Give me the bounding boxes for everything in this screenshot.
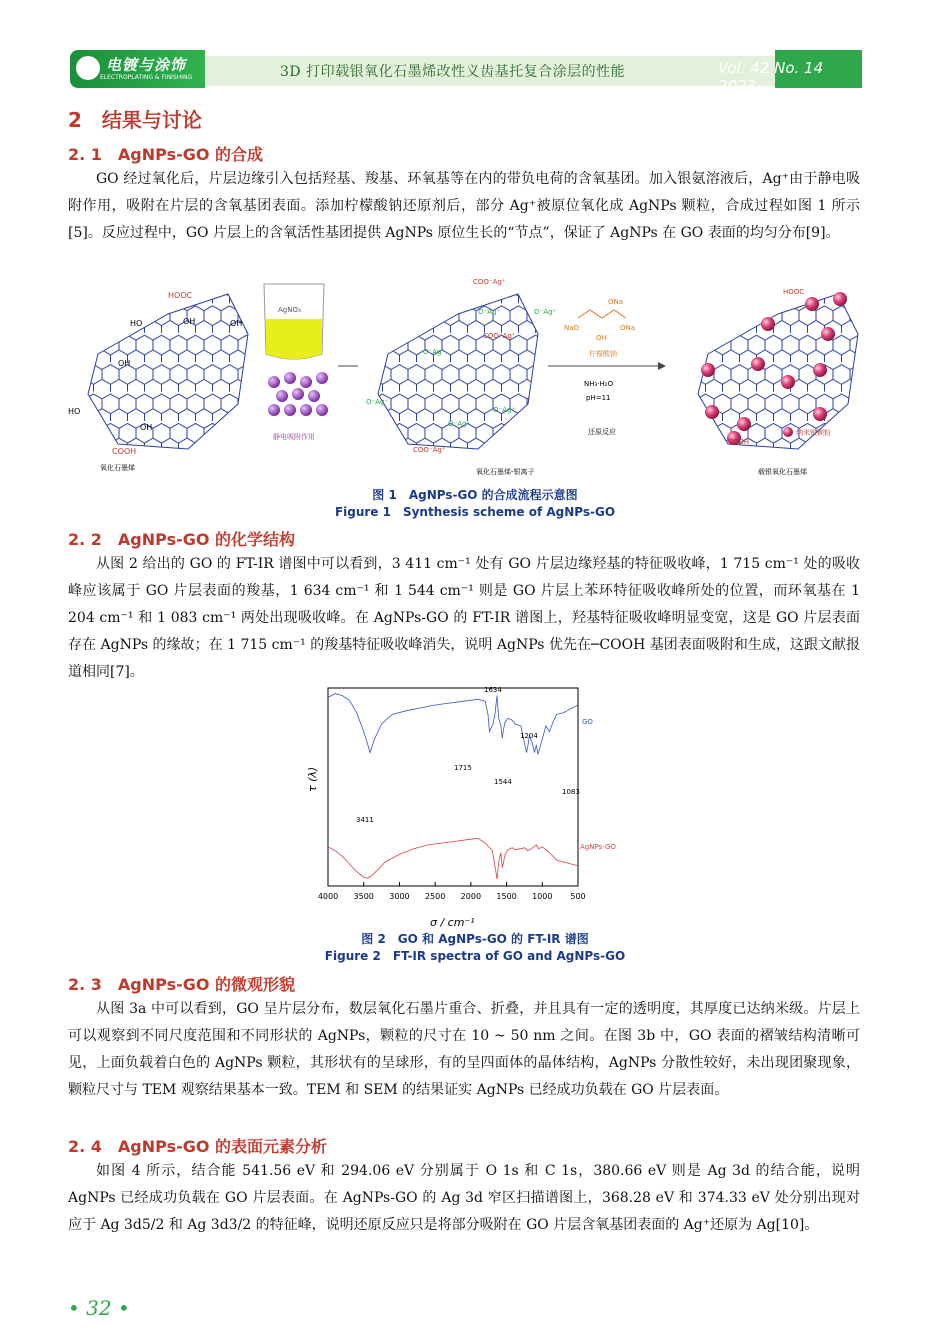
series-go-line [328, 694, 578, 755]
label-go-ag: 氧化石墨烯-银离子 [476, 468, 535, 476]
label-agnps-go: 载银氧化石墨烯 [758, 468, 807, 476]
go-ag-sheet [366, 278, 556, 476]
subsection-2-2-text: 从图 2 给出的 GO 的 FT-IR 谱图中可以看到，3 411 cm⁻¹ 处有 GO 片层边缘羟基的特征吸收峰，1 715 cm⁻¹ 处的吸收峰应该属于 GO 片层表面的羧基，1 634 cm⁻¹ 和 1 544 cm⁻¹ 则是 GO 片层上苯环特征吸收峰所处的位置，而环氧基在 1 204 cm⁻¹ 和 1 083 cm⁻¹ 两处出现吸收峰。在 AgNPs-GO 的 FT-IR 谱图上，羟基特征吸收峰明显变宽，这是 GO 片层表面存在 AgNPs 的缘故；在 1 715 cm⁻¹ 的羧基特征吸收峰消失，说明 AgNPs 优先在─COOH 基团表面吸附和生成，这跟文献报道相同[7]。 [68, 556, 860, 680]
series-agnps-go-line [328, 838, 578, 879]
group-cooh: COOH [112, 447, 137, 456]
group-ho: HO [130, 319, 143, 328]
citrate-oh: OH [596, 334, 607, 342]
running-title: 3D 打印载银氧化石墨烯改性义齿基托复合涂层的性能 [280, 64, 626, 80]
condition-ph: pH=11 [586, 394, 611, 402]
nano-ag-legend-ball [783, 427, 793, 437]
citrate-structure [564, 298, 635, 358]
figure-2-caption-en: Figure 2 FT-IR spectra of GO and AgNPs-GO [324, 949, 626, 963]
group-ho: HO [68, 407, 81, 416]
logo-text: 电镀与涂饰 [106, 56, 187, 74]
x-tick-label: 2000 [460, 892, 482, 901]
subsection-2-3-heading: 2. 3 AgNPs-GO 的微观形貌 [68, 975, 296, 994]
subsection-2-1-text: GO 经过氧化后，片层边缘引入包括羟基、羧基、环氧基等在内的带负电荷的含氧基团。加入银氨溶液后，Ag⁺由于静电吸附作用，吸附在片层的含氧基团表面。添加柠檬酸钠还原剂后，部分 Ag⁺被原位氧化成 AgNPs 颗粒，合成过程如图 1 所示[5]。反应过程中，GO 片层上的含氧活性基团提供 AgNPs 原位生长的“节点”，保证了 AgNPs 在 GO 表面的均匀分布[9]。 [68, 171, 860, 241]
subsection-2-4-heading: 2. 4 AgNPs-GO 的表面元素分析 [68, 1137, 328, 1156]
x-tick-label: 3500 [353, 892, 374, 901]
section-heading: 2 结果与讨论 [68, 108, 202, 132]
subsection-2-1-heading: 2. 1 AgNPs-GO 的合成 [68, 145, 264, 164]
annotation-1715: 1715 [454, 764, 472, 772]
group-hooc: HOOC [168, 291, 193, 300]
x-tick-label: 3000 [389, 892, 410, 901]
citrate-nao: NaO [564, 324, 580, 332]
subsection-2-2-heading: 2. 2 AgNPs-GO 的化学结构 [68, 530, 296, 549]
figure-1-scheme [68, 274, 868, 484]
group-oh: OH [140, 423, 153, 432]
page-number: • 32 • [68, 1296, 130, 1320]
plot-frame [328, 688, 578, 886]
annotation-1544: 1544 [494, 778, 512, 786]
x-tick-label: 1500 [496, 892, 517, 901]
group-o-ag: O⁻Ag⁺ [534, 308, 557, 316]
group-oh: OH [183, 317, 196, 326]
y-axis-label: τ (λ) [306, 766, 319, 792]
figure-2-ftir-chart [300, 684, 640, 932]
x-axis-label: σ / cm⁻¹ [430, 916, 475, 929]
x-tick-label: 1000 [532, 892, 553, 901]
reduction-label: 还原反应 [588, 428, 616, 436]
annotation-3411: 3411 [356, 816, 374, 824]
group-coo-ag: COO⁻Ag⁺ [473, 278, 506, 286]
group-coo-ag: COO⁻Ag⁺ [413, 446, 446, 454]
go-sheet [68, 291, 248, 472]
citrate-label: 柠檬酸钠 [589, 350, 617, 358]
citrate-ona: ONa [620, 324, 636, 332]
subsection-2-3-text: 从图 3a 中可以看到，GO 呈片层分布，数层氧化石墨片重合、折叠，并且具有一定的透明度，其厚度已达纳米级。片层上可以观察到不同尺度范围和不同形状的 AgNPs，颗粒的尺寸在 10 ~ 50 nm 之间。在图 3b 中，GO 表面的褶皱结构清晰可见，上面负载着白色的 AgNPs 颗粒，其形状有的呈球形，有的呈四面体的晶体结构，AgNPs 分散性较好，未出现团聚现象，颗粒尺寸与 TEM 观察结果基本一致。TEM 和 SEM 的结果证实 AgNPs 已经成功负载在 GO 片层表面。 [68, 1001, 860, 1098]
logo-subtitle: ELECTROPLATING & FINISHING [100, 74, 193, 81]
group-coo-ag: COO⁻Ag⁺ [483, 332, 516, 340]
condition-nh3: NH₃·H₂O [584, 380, 614, 388]
x-tick-label: 500 [570, 892, 586, 901]
logo-mark-icon [76, 56, 100, 80]
group-o-ag: O⁻Ag⁺ [423, 348, 446, 356]
volume-info: Vol. 42 No. 14 2023 [718, 59, 824, 95]
group-o-ag: O⁻Ag⁺ [493, 406, 516, 414]
nano-ag-label: 纳米银颗粒 [796, 429, 831, 437]
journal-logo [70, 50, 205, 88]
adsorption-label: 静电吸附作用 [273, 433, 315, 441]
agno3-label: AgNO₃ [278, 306, 301, 314]
group-cooh: COOH [728, 438, 750, 446]
subsection-2-4-text: 如图 4 所示，结合能 541.56 eV 和 294.06 eV 分别属于 O 1s 和 C 1s，380.66 eV 则是 Ag 3d 的结合能，说明 AgNPs 已经成功负载在 GO 片层表面。在 AgNPs-GO 的 Ag 3d 窄区扫描谱图上，368.28 eV 和 374.33 eV 处分别出现对应于 Ag 3d5/2 和 Ag 3d3/2 的特征峰，说明还原反应只是将部分吸附在 GO 片层含氧基团表面的 Ag⁺还原为 Ag[10]。 [68, 1163, 860, 1233]
group-hooc: HOOC [783, 288, 805, 296]
group-o-ag: O⁻Ag⁺ [366, 398, 389, 406]
arrow-2-head [658, 362, 666, 370]
agno3-beaker [264, 284, 328, 441]
figure-1-caption-en: Figure 1 Synthesis scheme of AgNPs-GO [334, 505, 616, 519]
annotation-1083: 1083 [562, 788, 580, 796]
legend-agnps-go: AgNPs-GO [580, 843, 616, 851]
citrate-ona: ONa [608, 298, 624, 306]
ag-ion-cluster [268, 372, 328, 416]
page-header [70, 50, 862, 95]
annotation-1204: 1204 [520, 732, 538, 740]
group-o-ag: O⁻Ag⁺ [478, 308, 501, 316]
figure-1-caption-cn: 图 1 AgNPs-GO 的合成流程示意图 [372, 488, 578, 502]
group-oh: OH [230, 319, 243, 328]
annotation-1634: 1634 [484, 686, 502, 694]
group-oh: OH [118, 359, 131, 368]
agnps-go-sheet [698, 288, 858, 476]
figure-2-caption-cn: 图 2 GO 和 AgNPs-GO 的 FT-IR 谱图 [361, 932, 589, 946]
legend-go: GO [582, 718, 593, 726]
label-go: 氧化石墨烯 [100, 464, 135, 472]
x-tick-label: 2500 [424, 892, 446, 901]
x-tick-label: 4000 [317, 892, 339, 901]
group-o-ag: O⁻Ag⁺ [448, 420, 471, 428]
